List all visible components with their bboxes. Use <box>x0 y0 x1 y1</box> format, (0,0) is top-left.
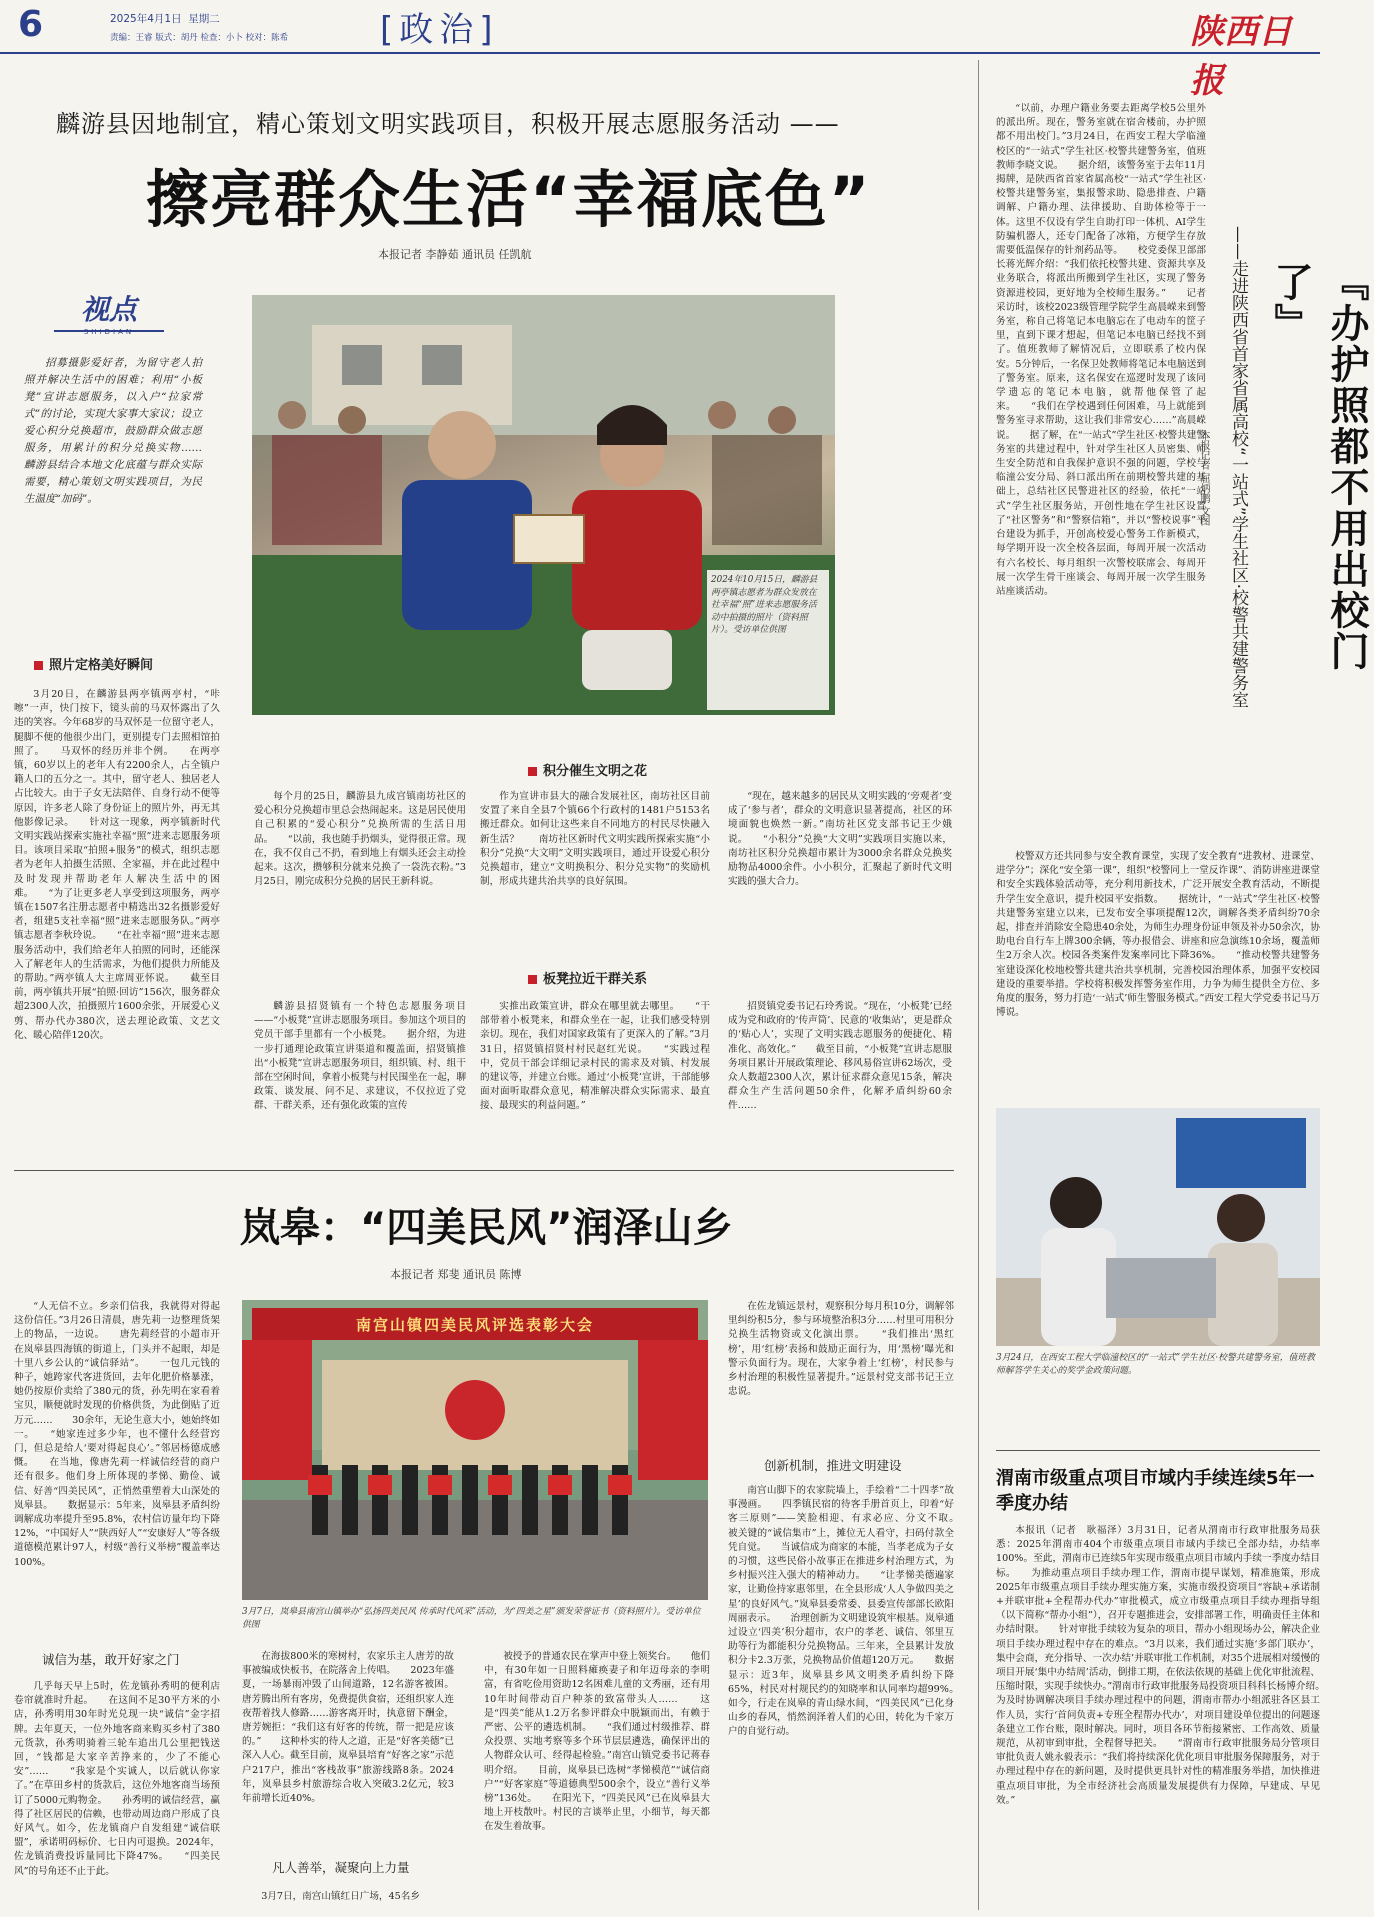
viewpoint-logo-text: 视点 <box>80 293 137 326</box>
article1-col4: “现在，越来越多的居民从文明实践的‘旁观者’变成了‘参与者’，群众的文明意识显著提高，社区的环境面貌也焕然一新。”南坊社区党支部书记王少娥说。 “小积分”兑换“大文明”实践项目实施以来，南坊社区积分兑换超市累计为3000余名群众兑换奖励物品4000余件。小小积分，汇聚起了新时代文明实践的强大合力。 <box>728 791 952 888</box>
right-column-divider <box>978 60 979 1910</box>
viewpoint-box <box>14 280 223 640</box>
article1-kicker: 麟游县因地制宜，精心策划文明实践项目，积极开展志愿服务活动 —— <box>56 110 840 138</box>
square-icon <box>34 661 43 670</box>
viewpoint-logo <box>54 288 164 336</box>
article2-right: 被授予的普通农民在掌声中登上领奖台。 他们中，有30年如一日照料瘫痪妻子和年迈母亲的李明富，有省吃俭用资助12名困难儿童的文秀丽，还有用10年时间带动百户种茶的致富带头人…… 这是“四美”能从1.2万名参评群众中脱颖而出，有赖于严密、公平的遴选机制。 “我们通过村级推荐、群众投票、实地考察等多个环节层层遴选，确保评出的人物群众认可、经得起检验。”南宫山镇党委书记蒋春明介绍。 目前，岚皋县已选树“孝悌模范”“诚信商户”“好客家庭”等道德典型500余个，设立“善行义举榜”136处。 在阳光下，“四美民风”已在岚皋县大地上开枝散叶。村民的言谈举止里，小细节，每天都在发生着故事。 <box>484 1651 710 1833</box>
masthead-date <box>110 11 220 26</box>
bracket-left: [ <box>380 10 400 50</box>
article2-left: “人无信不立。乡亲们信我，我就得对得起这份信任。”3月26日清晨，唐先莉一边整理货架上的物品，一边说。 唐先莉经营的小超市开在岚皋县四海镇的街道上，门头并不起眼，却是十里八乡公认的“诚信驿站”。 一包几元钱的种子，她跨家代客进货回，去年化肥价格暴涨，她仍按原价卖给了380元的货，孙先明在家看着宝贝，顺便就时发现的价格供货，为此倒贴了近万元…… 30余年，无论生意大小，她始终如一。 “她家连过多少年，也不懂什么经营窍门，但总是给人‘要对得起良心’。”邻居杨德成感慨。 在当地，像唐先莉一样诚信经营的商户还有很多。他们身上所体现的孝悌、勤俭、诚信、好善“四美民风”，正悄然重塑着大山深处的岚皋县。 数据显示：5年来，岚皋县矛盾纠纷调解成功率提升至95.8%，农村信访量年均下降12%，“中国好人”“陕西好人”“安康好人”等各级道德模范累计97人，村级“善行义举榜”覆盖率达100%。 <box>14 1301 220 1568</box>
article2-mid2: 3月7日，南宫山镇红日广场，45名乡 <box>261 1891 420 1902</box>
viewpoint-logo-sub: SHIDIAN <box>83 328 135 336</box>
article1-byline: 本报记者 李静茹 通讯员 任凯航 <box>378 248 532 261</box>
article3-text-bot: 校警双方还共同参与安全教育课堂，实现了安全教育“进教材、进课堂、进学分”；深化“安全第一课”，组织“校警同上一堂反诈课”、消防讲座进课堂和安全实践体验活动等，充分利用新技术，广泛开展安全教育活动，不断提升学生安全意识，提升校园平安指数。 据统计，“一站式”学生社区·校警共建警务室建立以来，已发布安全事项提醒12次，调解各类矛盾纠纷70余起，排查并消除安全隐患40余处，为师生办理身份证申领及补办50余次，协助电台自行车上牌300余辆，等办报借会、讲座和应急演练10余场，覆盖师生2万余人次。校园各类案件发案率同比下降36%。 “推动校警共建警务室建设深化校地校警共建共治共享机制，完善校园治理体系，加强平安校园建设的重要举措。学校将积极发挥警务室作用，力争为师生提供全方位、多角度的服务，努力打造‘一站式’师生警服务模式。”西安工程大学党委书记马万博说。 <box>996 851 1320 1019</box>
masthead-rule <box>0 52 1320 54</box>
article1-col2: 每个月的25日，麟游县九成宫镇南坊社区的爱心积分兑换超市里总会热闹起来。这是居民使用自己积累的“爱心积分”兑换所需的生活日用品。 “以前，我也随手扔烟头，觉得很正常。现在，我不仅自己不扔，看到地上有烟头还会主动捡起来。这次，攒够积分就来兑换了一袋洗衣粉。”3月25日，刚完成积分兑换的居民王新科说。 <box>254 791 466 888</box>
article4-headline: 渭南市级重点项目市域内手续连续5年一季度办结 <box>996 1468 1315 1514</box>
article2-right3: 南宫山脚下的农家院墙上，手绘着“二十四孝”故事漫画。 四季镇民宿的待客手册首页上，印着“好客三原则”——笑脸相迎、有求必应、分文不取。 被关键的“诚信集市”上，摊位无人看守，扫码付款全凭自觉。 当诚信成为商家的本能，当孝老成为子女的习惯，这些民俗小故事正在推进乡村治理方式，为乡村振兴注入强大的精神动力。 “让孝悌美德遍家家，让勤俭持家惠邻里，在全县形成‘人人争做四美之星’的良好风气。”岚皋县委常委、县委宣传部部长欧阳周丽表示。 治理创新为文明建设筑牢根基。岚皋通过设立‘四美’积分超市，农户的孝老、诚信、邻里互助等行为都能积分兑换物品。三年来，全县累计发放积分卡2.3万张，兑换物品价值超120万元。 数据显示：近3年，岚皋县乡风文明类矛盾纠纷下降65%，村民对村规民约的知晓率和认同率均超99%。 如今，行走在岚皋的青山绿水间，“四美民风”已化身山乡的春风，悄然润泽着人们的心田，转化为千家万户的自觉行动。 <box>728 1485 974 1738</box>
article1-col2b: 麟游县招贤镇有一个特色志愿服务项目——“小板凳”宣讲志愿服务项目。参加这个项目的党员干部手里都有一个小板凳。 据介绍，为进一步打通理论政策宣讲渠道和覆盖面，招贤镇推出“小板凳”宣讲志愿服务项目，组织镇、村、组干部在空闲时间，拿着小板凳与村民围坐在一起，聊政策、谈发展、问不足、求建议，不仅拉近了党群、干群关系，还有强化政策的宣传 <box>254 1001 466 1112</box>
article2-byline: 本报记者 郑斐 通讯员 陈博 <box>390 1268 522 1281</box>
article3-byline: 本报记者 屈炳鹏 文图 <box>1198 430 1209 527</box>
masthead <box>0 0 1320 101</box>
article1-col4b: 招贤镇党委书记石玲秀说。“现在，‘小板凳’已经成为党和政府的‘传声筒’、民意的‘收集站’，更是群众的‘贴心人’，实现了文明实践志愿服务的便捷化、精准化、高效化。” 截至目前，“小板凳”宣讲志愿服务项目累计开展政策理论、移风易俗宣讲62场次，受众人数超2300人次，累计征求群众意见15条，解决群众生产生活问题50余件，化解矛盾纠纷60余件…… <box>728 1001 952 1112</box>
article2-headline: 岚皋：“四美民风”润泽山乡 <box>240 1205 733 1251</box>
article2-sub1: 诚信为基，敢开好家之门 <box>42 1652 180 1667</box>
article1-col3: 作为宣讲市县大的融合发展社区，南坊社区目前安置了来自全县7个镇66个行政村的1481户5153名搬迁群众。如何让这些来自不同地方的村民尽快融入新生活？ 南坊社区新时代文明实践所探索实施“小积分”兑换“大文明”文明实践项目，通过开设爱心积分兑换超市，建立“文明换积分、积分兑实物”的奖励机制，形成共建共治共享的良好氛围。 <box>480 791 710 888</box>
article2-sub3: 创新机制，推进文明建设 <box>764 1458 902 1473</box>
weekday: 星期二 <box>188 13 220 25</box>
article2-photo-caption: 3月7日，岚皋县南宫山镇举办“弘扬四美民风 传承时代风采”活动，为“四美之星”颁发荣誉证书（资料照片）。受访单位供图 <box>242 1607 701 1630</box>
article3-subtitle: ——走进陕西省首家省属高校“一站式”学生社区·校警共建警务室 <box>1228 226 1248 709</box>
article3-photo <box>996 1108 1320 1346</box>
section-name <box>380 2 499 51</box>
article2-left2: 几乎每天早上5时，佐龙镇孙秀明的便利店卷帘就准时升起。 在这间不足30平方米的小店，孙秀明用30年时光兑现一块“诚信”金字招牌。去年夏天，一位外地客商来购买乡村了380元货款，孙秀明骑着三轮车追出几公里把钱送回，“钱都是大家辛苦挣来的，少了不能心安”…… “我家是个实诚人，以后就认你家了。”在草田乡村的货款后，这位外地客商当场预订了5000元购物金。 孙秀明的诚信经营，赢得了社区居民的信赖，也带动周边商户形成了良好风气。如今，佐龙镇商户自发组建“诚信联盟”，承诺明码标价、七日内可退换。2024年，佐龙镇消费投诉量同比下降47%。 “四美民风”的号角还不止于此。 <box>14 1681 220 1877</box>
sub2-label: 积分催生文明之花 <box>543 764 648 779</box>
article2-sub2: 凡人善举，凝聚向上力量 <box>272 1860 410 1875</box>
bracket-right: ] <box>479 10 499 50</box>
article1-photo <box>252 295 835 715</box>
paper-logo: 陕西日报 <box>1190 12 1292 101</box>
article1-sub1 <box>34 654 153 673</box>
square-icon <box>528 767 537 776</box>
sub3-label: 板凳拉近干群关系 <box>543 972 648 987</box>
article1-col1: 3月20日，在麟游县两亭镇两亭村，“咔嚓”一声，快门按下，镜头前的马双怀露出了久违的笑容。今年68岁的马双怀是一位留守老人，腿脚不便的他很少出门，更别提专门去照相馆拍照了。 马双怀的经历并非个例。 在两亭镇，60岁以上的老年人有2200余人，占全镇户籍人口的五分之一。其中，留守老人、独居老人占比较大。由于子女无法陪伴、自身行动不便等原因，许多老人除了身份证上的照片外，再无其他影像记录。 针对这一现象，两亭镇新时代文明实践站探索实施社幸福“照”进来志愿服务项目。该项目采取“拍照+服务”的模式，组织志愿者为老年人拍摄生活照、全家福，并在此过程中及时发现并帮助老年人解决生活中的困难。 “为了让更多老人享受到这项服务，两亭镇在1507名注册志愿者中精选出32名摄影爱好者，组建5支社幸福“照”进来志愿服务队。”两亭镇志愿者李秋玲说。 “在社幸福“照”进来志愿服务活动中，我们给老年人拍照的同时，还能深入了解老年人的生活需求，为他们提供力所能及的帮助。”两亭镇人大主席周亚怀说。 截至目前，两亭镇共开展“拍照·回访”156次，服务群众超2300人次，拍摄照片1600余张，开展爱心义剪、帮办代办380次，送去理论政策、文艺文化、暖心陪伴120次。 <box>14 689 220 1041</box>
page-number: 6 <box>18 4 44 45</box>
article2-mid: 在海拔800米的寒树村，农家乐主人唐芳的故事被编成快板书，在院落舍上传唱。 2023年盛夏，一场暴雨冲毁了山间道路，12名游客被困。唐芳腾出所有客房，免费提供食宿，还组织家人连夜帮着找人修路……游客离开时，执意留下酬金，唐芳婉拒：“我们这有好客的传统，帮一把是应该的。” 这种朴实的待人之道，正是“好客美德”已深入人心。截至目前，岚皋县培育“好客之家”示范户217户，推出“客栈故事”旅游线路8条。2024年，岚皋县乡村旅游综合收入突破3.2亿元，较3年前增长近40%。 <box>242 1651 454 1805</box>
article3-headline: 『办护照都不用出校门了』 <box>1268 262 1369 672</box>
ceremony-photo-illustration <box>242 1300 708 1600</box>
police-office-photo-illustration <box>996 1108 1320 1346</box>
article4-text: 本报讯（记者 耿福泽）3月31日，记者从渭南市行政审批服务局获悉：2025年渭南市404个市级重点项目市域内手续已全部办结，办结率100%。至此，渭南市已连续5年实现市级重点项目市域内手续一季度办结目标。 为推动重点项目手续办理工作，渭南市提早谋划，精准施策，形成2025年市级重点项目手续办理实施方案，实施市级投资项目“容缺+承诺制+并联审批+全程帮办代办”审批模式，成立市级重点项目手续办理指导组（以下简称“帮办小组”），召开专题推进会，安排部署工作，明确责任主体和办结时限。 针对审批手续较为复杂的项目，帮办小组现场办公，解决企业项目手续办理过程中存在的难点。“3月以来，我们通过实施‘多部门联办’，集中会商，充分指导、一次办结’并联审批工作机制，对35个进展相对缓慢的项目开展‘集中办结周’活动，倒排工期，在依法依规的基础上优化审批流程、压缩时限，实现手续快办。”渭南市行政审批服务局投资项目科科长杨博介绍。 为及时协调解决项目手续办理过程中的问题，渭南市帮办小组派驻各区县工作人员，实行‘首问负责+专班全程帮办代办’，对项目建设单位提出的问题逐条建立工作台账，限时解决。同时，项目各环节衔接紧密、工作高效、质量规范，从初审到审批，全程督导把关。 “渭南市行政审批服务局分管项目审批负责人姚永毅表示：“我们将持续深化优化项目审批服务保障服务，对于办理过程中存在的新问题，及时提供更具针对性的精准服务举措，加快推进重点项目审批，为全市经济社会高质量发展提供有力保障，早建成、早见效。” <box>996 1525 1340 1806</box>
masthead-credits: 责编：王睿 版式：胡丹 检查：小卜 校对：陈希 <box>110 33 289 43</box>
sub1-label: 照片定格美好瞬间 <box>49 658 154 673</box>
article2-photo <box>242 1300 708 1600</box>
article3-text-top: “以前，办理户籍业务要去距离学校5公里外的派出所。现在，警务室就在宿舍楼前，办护照都不用出校门。”3月24日，在西安工程大学临潼校区的“一站式”学生社区·校警共建警务室，值班教师李晓文说。 据介绍，该警务室于去年11月揭牌，是陕西省首家省属高校“一站式”学生社区·校警共建警务室，集报警求助、隐患排查、户籍调解、户籍办理、法律援助、自助体检等于一体。这里不仅设有学生自助打印一体机、AI学生防骗机器人，还专门配备了冰箱，方便学生存放需要低温保存的针剂药品等。 校党委保卫部部长蒋光辉介绍：“我们依托校警共建、资源共享及业务联合，将派出所搬到学生社区，实现了警务资源进校园，更好地为全校师生服务。” 记者采访时，该校2023级管理学院学生高晨嵘来到警务室，称自己将笔记本电脑忘在了电动车的筐子里，直到下课才想起，但笔记本电脑已经找不到了。值班教师了解情况后，立即联系了校内保安。5分钟后，一名保卫处教师将笔记本电脑送到了警务室。原来，这名保安在巡逻时发现了该同学遗忘的笔记本电脑，就帮他保管了起来。 “我们在学校遇到任何困难，马上就能到警务室寻求帮助，这让我们非常安心……”高晨嵘说。 据了解，在“一站式”学生社区·校警共建警务室的共建过程中，针对学生社区人员密集、师生安全防范和自我保护意识不强的问题，学校与临潼公安分局、斜口派出所在前期校警共建的基础上，总结社区民警进社区的经验，依托“一站式”学生社区服务站，开创性地在学生社区设置了“社区警务”和“警察信箱”，并以“警校说事”平台建设为抓手，开创高校爱心警务工作新模式，每学期开设一次全校各层面，每周开展一次活动有六名校长、每月组织一次警校联席会、每周开展一次学生骨干座谈会、每周开展一次学生服务站座谈活动。 <box>996 103 1206 597</box>
ceremony-banner: 南宫山镇四美民风评选表彰大会 <box>355 1316 594 1334</box>
article1-headline: 擦亮群众生活“幸福底色” <box>146 163 872 236</box>
article1-col3b: 实推出政策宣讲，群众在哪里就去哪里。 “干部带着小板凳来，和群众坐在一起，让我们感受特别亲切。现在，我们对国家政策有了更深入的了解。”3月31日，招贤镇招贤村村民赵红光说。 “实践过程中，党员干部会详细记录村民的需求及对镇、村发展的建议等，并建立台账。通过‘小板凳’宣讲，干部能够面对面听取群众意见，精准解决群众实际需求、最直接、最现实的利益问题。” <box>480 1001 710 1112</box>
article1-photo-caption: 2024年10月15日，麟游县两亭镇志愿者为群众发放在社幸福“照”进来志愿服务活动中拍摄的照片（资料照片）。受访单位供图 <box>707 570 829 710</box>
date: 2025年4月1日 <box>110 13 182 25</box>
article3-photo-caption: 3月24日，在西安工程大学临潼校区的“一站式”学生社区·校警共建警务室，值班教师解答学生关心的奖学金政策问题。 <box>996 1353 1315 1376</box>
viewpoint-text: 招募摄影爱好者，为留守老人拍照并解决生活中的困难；利用“小板凳”宣讲志愿服务，以入户“拉家常式”的讨论，实现大家事大家议；设立爱心积分兑换超市，鼓励群众做志愿服务，用累计的积分兑换实物…… 麟游县结合本地文化底蕴与群众实际需要，精心策划文明实践项目，为民生温度“加码”。 <box>24 357 223 505</box>
article4-divider <box>996 1450 1320 1451</box>
article1-sub2 <box>528 760 647 779</box>
article1-sub3 <box>528 968 647 987</box>
square-icon <box>528 975 537 984</box>
article-divider <box>14 1170 954 1171</box>
article2-right2: 在佐龙镇远景村，观察积分每月积10分，调解邻里纠纷积5分，参与环境整治积3分……村里可用积分兑换生活物资或文化演出票。 “我们推出‘黑红榜’，用‘红榜’表扬和鼓励正面行为，用‘黑榜’曝光和警示负面行为。现在，大家争着上‘红榜’，村民参与乡村治理的积极性显著提升。”远景村党支部书记王立忠说。 <box>728 1301 954 1398</box>
section-label: 政治 <box>399 10 480 50</box>
